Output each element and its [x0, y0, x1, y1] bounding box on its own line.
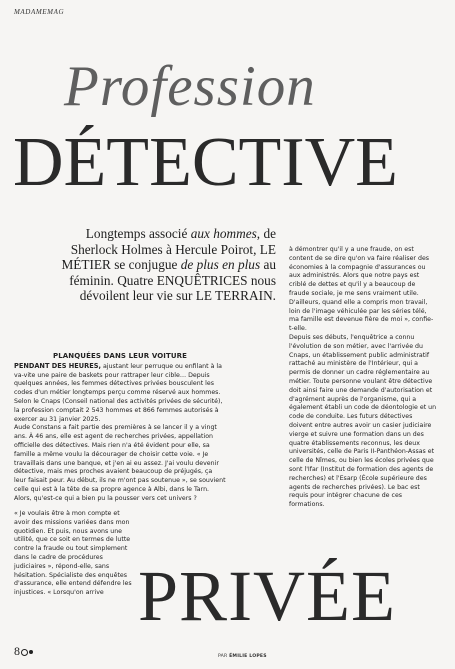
- intro-paragraph: [60, 226, 276, 304]
- left-column: [14, 352, 226, 504]
- intro-text-2: , de Sherlock Holmes à Hercule Poirot, LE MÉTIER se conjugue: [61, 226, 276, 273]
- right-paragraph-2: Depuis ses débuts, l'enquêtrice a connu l'évolution de son métier, avec l'arrivée du Cnaps, un établissement public administratif rattaché au ministère de l'Intérieur, qui a permis de donner un cadre réglementaire au métier. Toute personne voulant être détective doit ainsi faire une demande d'autorisation et d'agrément auprès de l'organisme, qui a également établi un code de déontologie et un code de conduite. Les futurs détectives doivent entre autres avoir un casier judiciaire vierge et suivre une formation dans un des quatre établissements reconnus, les deux universités, celle de Paris II-Panthéon-Assas et celle de Nîmes, ou bien les écoles privées que sont l'Ifar (Institut de formation des agents de recherches) et l'Esarp (École supérieure des agents de recherches privées). Le bac est requis pour intégrer chacune de ces formations.: [289, 333, 437, 509]
- title-detective: DÉTECTIVE: [13, 124, 398, 201]
- left-paragraph-2: Aude Constans a fait partie des premières à se lancer il y a vingt ans. À 46 ans, elle est agent de recherches privées, appellation officielle des détectives. Mais rien n'a été évident pour elle, sa famille a même voulu la décourager de choisir cette voie. « Je travaillais dans une banque, et j'en ai eu assez. J'ai voulu devenir détective, mais mes proches avaient beaucoup de préjugés, ça leur faisait peur. Au début, ils ne m'ont pas soutenue », se souvient celle qui est à la tête de sa propre agence à Albi, dans le Tarn. Alors, qu'est-ce qui a bien pu la pousser vers cet univers ?: [14, 424, 226, 502]
- intro-text-1: Longtemps associé: [85, 226, 191, 241]
- left-paragraph-1: [14, 362, 226, 425]
- right-paragraph-1: à démontrer qu'il y a une fraude, on est content de se dire qu'on va faire réaliser des économies à la compagnie d'assurances ou aux administrés. Alors que notre pays est criblé de dettes et qu'il y a beaucoup de fraude sociale, je me sens vraiment utile. D'ailleurs, quand elle a compris mon travail, loin de l'image véhiculée par les séries télé, ma famille est devenue fière de moi », confie-t-elle.: [289, 246, 434, 333]
- dot-icon: [29, 650, 33, 654]
- lead-in: PENDANT DES HEURES,: [14, 361, 101, 370]
- page-number-text: 8: [14, 644, 20, 658]
- intro-text-3: au féminin. Quatre ENQUÊTRICES nous dévoilent leur vie sur LE TERRAIN.: [69, 257, 276, 304]
- byline: [218, 654, 267, 659]
- section-subhead: PLANQUÉES DANS LEUR VOITURE: [52, 352, 188, 360]
- intro-italic-2: de plus en plus: [180, 257, 261, 273]
- title-profession: Profession: [64, 55, 316, 118]
- byline-author: ÉMILIE LOPES: [229, 654, 267, 659]
- title-privee: PRIVÉE: [138, 556, 396, 636]
- page-number: [14, 644, 33, 659]
- left-paragraph-3: « Je voulais être à mon compte et avoir des missions variées dans mon quotidien. Et puis, nous avons une utilité, que ce soit en termes de lutte contre la fraude ou tout simplement dans le cadre de procédures judiciaires », répond-elle, sans hésitation. Spécialiste des enquêtes d'assurance, elle entend défendre les injustices. « Lorsqu'on arrive: [14, 510, 132, 597]
- intro-italic-1: aux hommes: [190, 226, 257, 241]
- circle-icon: [21, 649, 28, 656]
- byline-prefix: PAR: [218, 654, 228, 659]
- magazine-header: MADAMEMAG: [14, 8, 65, 16]
- left-paragraph-1-text: ajustant leur perruque ou enfilant à la va-vite une paire de baskets pour rattraper leur cible… Depuis quelques années, les femmes détectives privées bousculent les codes d'un métier longtemps perçu comme réservé aux hommes. Selon le Cnaps (Conseil national des activités privées de sécurité), la profession comptait 2 543 hommes et 866 femmes autorisés à exercer au 31 janvier 2025.: [14, 362, 223, 423]
- right-column: [289, 246, 437, 510]
- left-column-narrow: [14, 510, 134, 598]
